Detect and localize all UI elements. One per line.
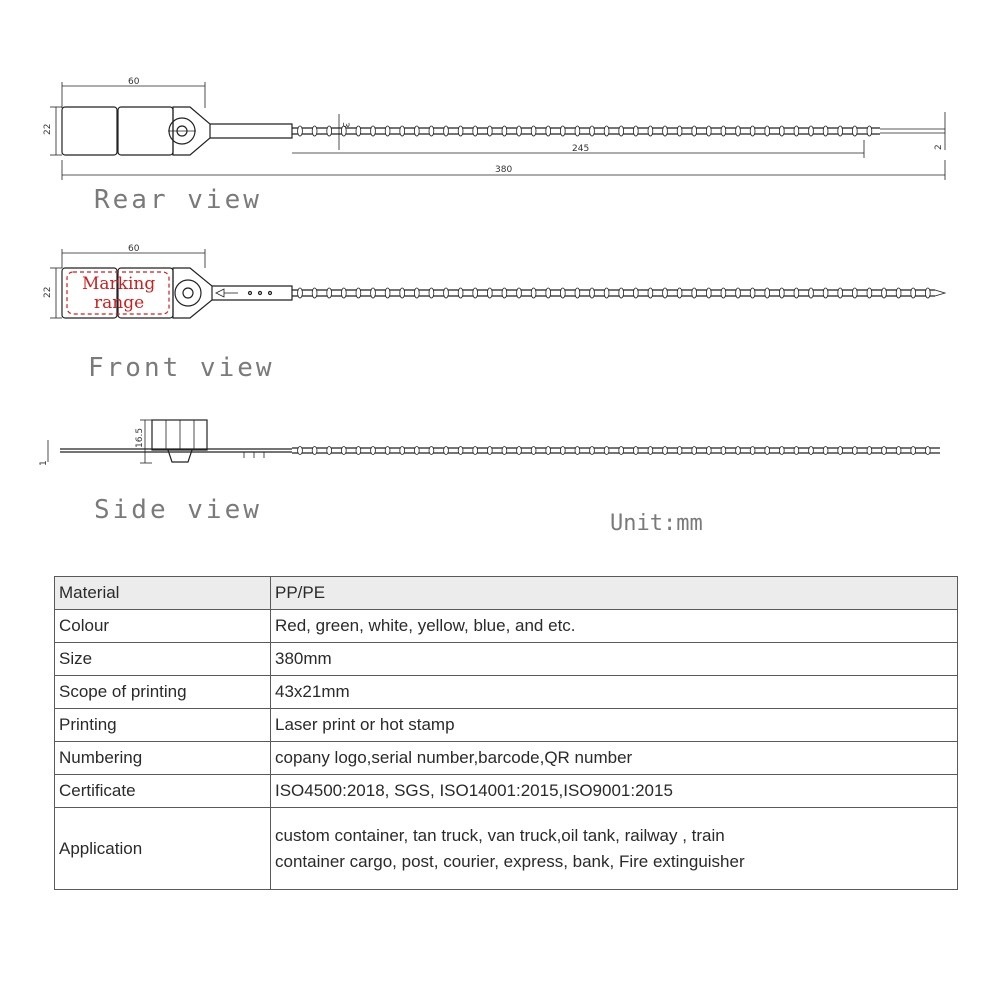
front-strap-bead (794, 288, 799, 298)
front-strap-bead (648, 288, 653, 298)
spec-key: Numbering (55, 742, 271, 775)
rear-dim-tip: 2 (934, 144, 944, 150)
rear-strap-bead (444, 126, 449, 136)
side-strap-bead (911, 447, 916, 455)
table-row (55, 577, 958, 610)
rear-strap-bead (546, 126, 551, 136)
spec-table (54, 576, 958, 890)
spec-key: Application (55, 808, 271, 890)
side-strap-bead (487, 447, 492, 455)
rear-strap-bead (633, 126, 638, 136)
front-strap-bead (619, 288, 624, 298)
front-strap-bead (458, 288, 463, 298)
side-strap-bead (633, 447, 638, 455)
front-strap-bead (400, 288, 405, 298)
spec-key: Certificate (55, 775, 271, 808)
spec-value: PP/PE (271, 577, 958, 610)
rear-strap-bead (590, 126, 595, 136)
side-strap-bead (765, 447, 770, 455)
rear-strap-bead (414, 126, 419, 136)
side-strap-bead (706, 447, 711, 455)
rear-strap-bead (852, 126, 857, 136)
rear-strap-bead (458, 126, 463, 136)
rear-strap-bead (706, 126, 711, 136)
rear-strap-bead (356, 126, 361, 136)
front-strap-bead (560, 288, 565, 298)
rear-strap-bead (371, 126, 376, 136)
side-strap-bead (298, 447, 303, 455)
spec-key: Scope of printing (55, 676, 271, 709)
rear-view-label: Rear view (94, 185, 262, 215)
table-row (55, 808, 958, 890)
side-strap-bead (546, 447, 551, 455)
front-strap-bead (736, 288, 741, 298)
front-view-label: Front view (88, 353, 275, 383)
spec-key: Size (55, 643, 271, 676)
side-strap-bead (750, 447, 755, 455)
spec-value (271, 808, 958, 890)
front-view-drawing (50, 249, 945, 318)
front-strap-bead (444, 288, 449, 298)
application-line-1: custom container, tan truck, van truck,oil tank, railway , train (275, 825, 725, 845)
rear-strap-bead (838, 126, 843, 136)
front-strap-bead (867, 288, 872, 298)
table-row (55, 742, 958, 775)
side-strap-bead (414, 447, 419, 455)
rear-strap-bead (400, 126, 405, 136)
front-strap-bead (371, 288, 376, 298)
front-strap-bead (575, 288, 580, 298)
rear-strap-bead (692, 126, 697, 136)
side-strap-bead (809, 447, 814, 455)
side-strap-bead (341, 447, 346, 455)
front-strap-bead (823, 288, 828, 298)
rear-strap-bead (779, 126, 784, 136)
side-strap-bead (736, 447, 741, 455)
front-dim-width: 60 (128, 244, 140, 254)
rear-strap-bead (619, 126, 624, 136)
rear-strap-bead (750, 126, 755, 136)
table-row (55, 709, 958, 742)
rear-strap-bead (604, 126, 609, 136)
rear-strap-bead (736, 126, 741, 136)
front-strap-bead (473, 288, 478, 298)
side-strap-bead (925, 447, 930, 455)
rear-dim-hole: 3 (340, 122, 350, 128)
front-strap-bead (429, 288, 434, 298)
rear-strap-bead (867, 126, 872, 136)
side-strap-bead (385, 447, 390, 455)
side-strap-bead (356, 447, 361, 455)
spec-value: Laser print or hot stamp (271, 709, 958, 742)
rear-strap-bead (765, 126, 770, 136)
side-view-label: Side view (94, 495, 262, 525)
front-dim-height: 22 (43, 286, 53, 298)
front-strap-bead (692, 288, 697, 298)
side-strap-bead (429, 447, 434, 455)
front-strap-bead (341, 288, 346, 298)
rear-strap-bead (823, 126, 828, 136)
side-dim-thickness: 1 (39, 460, 49, 466)
rear-strap-bead (721, 126, 726, 136)
unit-label: Unit:mm (610, 511, 703, 536)
side-strap-bead (312, 447, 317, 455)
table-row (55, 676, 958, 709)
side-strap-bead (779, 447, 784, 455)
rear-strap-bead (429, 126, 434, 136)
spec-value: Red, green, white, yellow, blue, and etc. (271, 610, 958, 643)
side-strap-bead (648, 447, 653, 455)
side-strap-bead (604, 447, 609, 455)
front-strap-bead (706, 288, 711, 298)
front-strap-bead (896, 288, 901, 298)
front-strap-bead (911, 288, 916, 298)
rear-strap-bead (648, 126, 653, 136)
side-strap-bead (327, 447, 332, 455)
spec-value: 43x21mm (271, 676, 958, 709)
marking-range-label-line1: Marking (82, 274, 156, 294)
table-row (55, 643, 958, 676)
side-strap-bead (619, 447, 624, 455)
rear-dim-height: 22 (43, 123, 53, 135)
table-row (55, 775, 958, 808)
front-strap-bead (882, 288, 887, 298)
side-strap-bead (517, 447, 522, 455)
application-line-2: container cargo, post, courier, express, bank, Fire extinguisher (275, 851, 745, 871)
front-strap-bead (663, 288, 668, 298)
rear-strap-bead (575, 126, 580, 136)
side-strap-bead (560, 447, 565, 455)
front-strap-bead (327, 288, 332, 298)
rear-dim-segment: 245 (572, 144, 590, 154)
side-strap-bead (531, 447, 536, 455)
front-strap-bead (633, 288, 638, 298)
front-strap-bead (852, 288, 857, 298)
front-strap-bead (298, 288, 303, 298)
rear-strap-bead (517, 126, 522, 136)
side-strap-bead (692, 447, 697, 455)
side-strap-bead (794, 447, 799, 455)
front-strap-bead (677, 288, 682, 298)
rear-dim-width: 60 (128, 77, 140, 87)
side-strap-bead (867, 447, 872, 455)
side-view-drawing (48, 420, 940, 463)
rear-strap-bead (677, 126, 682, 136)
side-strap-bead (677, 447, 682, 455)
front-strap-bead (604, 288, 609, 298)
side-strap-bead (502, 447, 507, 455)
rear-strap-bead (327, 126, 332, 136)
rear-strap-bead (502, 126, 507, 136)
spec-key: Printing (55, 709, 271, 742)
front-strap-bead (590, 288, 595, 298)
rear-strap-bead (809, 126, 814, 136)
rear-strap-bead (663, 126, 668, 136)
rear-strap-bead (473, 126, 478, 136)
side-strap-bead (663, 447, 668, 455)
spec-key: Material (55, 577, 271, 610)
front-strap-bead (765, 288, 770, 298)
side-strap-bead (473, 447, 478, 455)
front-strap-bead (487, 288, 492, 298)
front-strap-bead (502, 288, 507, 298)
front-strap-bead (721, 288, 726, 298)
front-strap-bead (517, 288, 522, 298)
side-strap-bead (838, 447, 843, 455)
spec-key: Colour (55, 610, 271, 643)
front-strap-bead (809, 288, 814, 298)
spec-value: 380mm (271, 643, 958, 676)
rear-strap-bead (487, 126, 492, 136)
side-strap-bead (444, 447, 449, 455)
front-strap-bead (414, 288, 419, 298)
front-strap-bead (838, 288, 843, 298)
side-strap-bead (852, 447, 857, 455)
front-strap-bead (750, 288, 755, 298)
front-strap-bead (531, 288, 536, 298)
front-strap-bead (546, 288, 551, 298)
rear-dim-total: 380 (495, 165, 513, 175)
rear-strap-bead (560, 126, 565, 136)
side-strap-bead (896, 447, 901, 455)
side-strap-bead (721, 447, 726, 455)
table-row (55, 610, 958, 643)
marking-range-label-line2: range (94, 293, 145, 313)
spec-value: ISO4500:2018, SGS, ISO14001:2015,ISO9001:2015 (271, 775, 958, 808)
side-strap-bead (882, 447, 887, 455)
rear-strap-bead (298, 126, 303, 136)
rear-strap-bead (794, 126, 799, 136)
side-strap-bead (400, 447, 405, 455)
rear-strap-bead (312, 126, 317, 136)
rear-strap-bead (385, 126, 390, 136)
side-strap-bead (590, 447, 595, 455)
rear-strap-bead (531, 126, 536, 136)
side-strap-bead (371, 447, 376, 455)
front-strap-bead (312, 288, 317, 298)
front-strap-bead (356, 288, 361, 298)
side-dim-height: 16.5 (135, 427, 145, 448)
side-strap-bead (823, 447, 828, 455)
front-strap-bead (925, 288, 930, 298)
spec-value: copany logo,serial number,barcode,QR number (271, 742, 958, 775)
front-strap-bead (385, 288, 390, 298)
side-strap-bead (575, 447, 580, 455)
front-strap-bead (779, 288, 784, 298)
side-strap-bead (458, 447, 463, 455)
